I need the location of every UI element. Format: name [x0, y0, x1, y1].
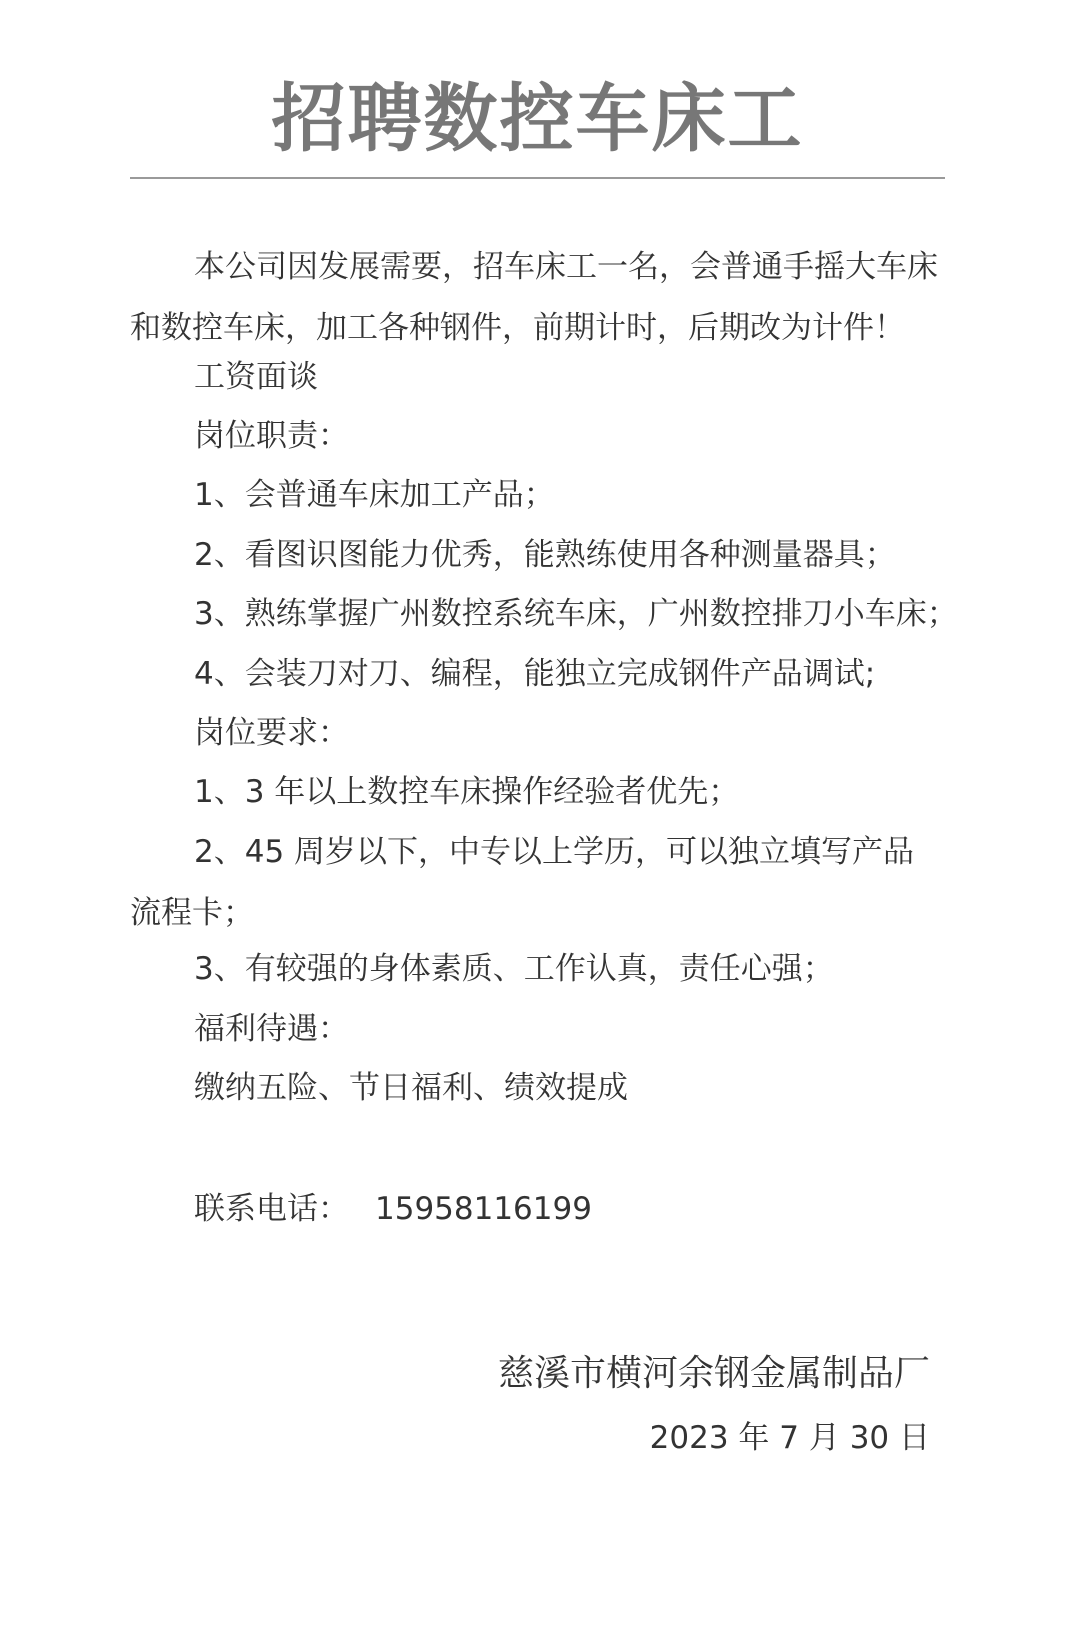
salary-text: 工资面谈: [194, 359, 318, 395]
company-name: 慈溪市横河余钢金属制品厂: [497, 1353, 930, 1394]
duty-item: 2、看图识图能力优秀，能熟练使用各种测量器具；: [194, 537, 896, 573]
notice-date: 2023 年 7 月 30 日: [649, 1420, 930, 1456]
duties-heading: 岗位职责：: [194, 418, 349, 454]
requirement-item: 1、3 年以上数控车床操作经验者优先；: [194, 774, 740, 810]
requirements-heading: 岗位要求：: [194, 715, 349, 751]
notice-title: 招聘数控车床工: [271, 76, 804, 162]
benefits-heading: 福利待遇：: [194, 1011, 349, 1047]
contact-label: 联系电话：: [194, 1191, 349, 1227]
duty-item: 1、会普通车床加工产品；: [194, 477, 555, 513]
contact-line: [194, 1189, 592, 1229]
benefits-text: 缴纳五险、节日福利、绩效提成: [194, 1070, 628, 1106]
duty-item: 4、会装刀对刀、编程，能独立完成钢件产品调试;: [194, 656, 876, 692]
phone-number: 15958116199: [375, 1191, 592, 1227]
requirement-item: 3、有较强的身体素质、工作认真，责任心强；: [194, 951, 834, 987]
duty-item: 3、熟练掌握广州数控系统车床，广州数控排刀小车床；: [194, 596, 958, 632]
title-divider: [130, 177, 945, 179]
intro-paragraph: 本公司因发展需要，招车床工一名，会普通手摇大车床和数控车床，加工各种钢件，前期计时，后期改为计件！: [130, 249, 938, 346]
requirement-item: 2、45 周岁以下，中专以上学历，可以独立填写产品流程卡；: [130, 834, 915, 931]
